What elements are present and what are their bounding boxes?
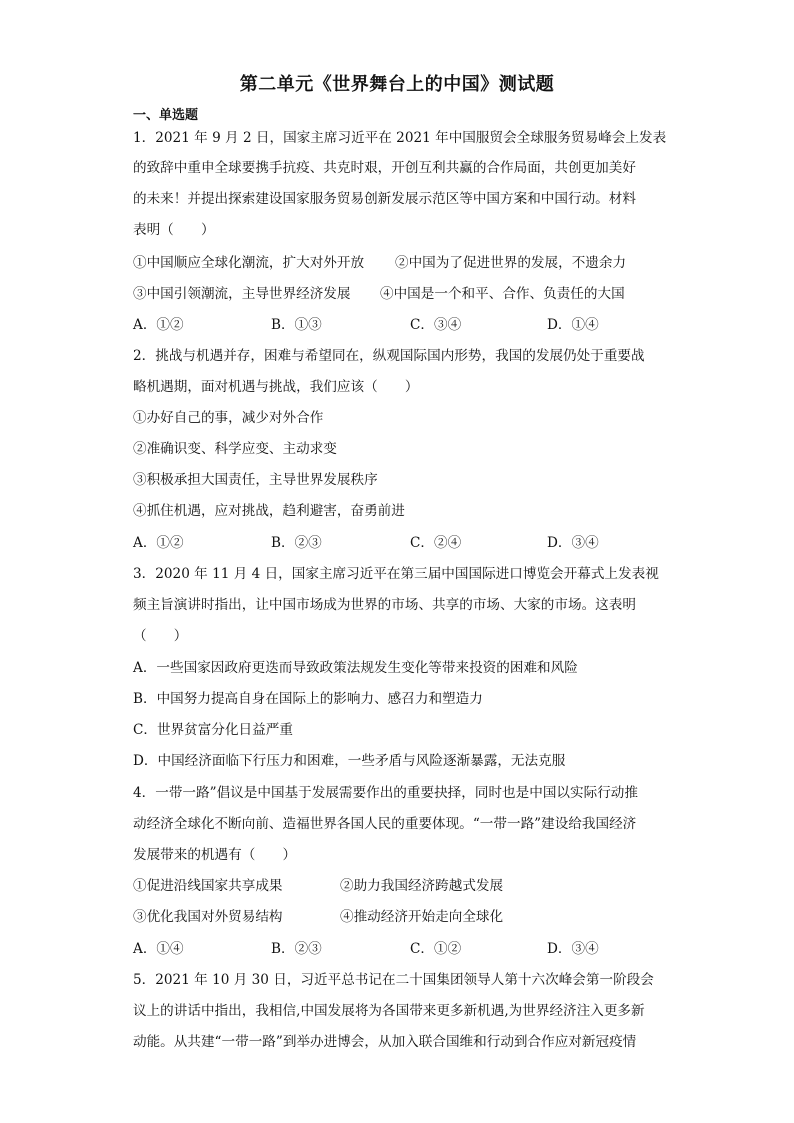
q4-item-2: ②助力我国经济跨越式发展 — [340, 878, 504, 894]
q1-option-c[interactable]: C．③④ — [410, 317, 462, 333]
q2-options — [133, 533, 663, 553]
page-title: 第二单元《世界舞台上的中国》测试题 — [239, 74, 555, 95]
q1-item-2: ②中国为了促进世界的发展，不遗余力 — [395, 255, 627, 271]
q3-option-a[interactable]: A．一些国家因政府更迭而导致政策法规发生变化等带来投资的困难和风险 — [133, 660, 578, 676]
q4-line-2: 动经济全球化不断向前、造福世界各国人民的重要体现。“一带一路”建设给我国经济 — [133, 816, 637, 832]
q2-line-1: 2．挑战与机遇并存，困难与希望同在，纵观国际国内形势，我国的发展仍处于重要战 — [133, 348, 645, 364]
q2-item-3: ③积极承担大国责任，主导世界发展秩序 — [133, 472, 378, 488]
q5-line-2: 议上的讲话中指出，我相信,中国发展将为各国带来更多新机遇,为世界经济注入更多新 — [133, 1003, 645, 1019]
q1-item-3: ③中国引领潮流，主导世界经济发展 — [133, 286, 351, 302]
q4-line-3: 发展带来的机遇有（ ） — [133, 847, 297, 863]
q3-line-2: 频主旨演讲时指出，让中国市场成为世界的市场、共享的市场、大家的市场。这表明 — [133, 597, 636, 613]
q5-line-1: 5．2021 年 10 月 30 日，习近平总书记在二十国集团领导人第十六次峰会第一阶段会 — [133, 972, 654, 988]
q2-option-d[interactable]: D．③④ — [547, 535, 599, 551]
q1-options — [133, 315, 663, 335]
q3-line-3: （ ） — [133, 628, 188, 644]
q1-line-4: 表明（ ） — [133, 222, 215, 238]
q2-item-4: ④抓住机遇，应对挑战，趋利避害，奋勇前进 — [133, 503, 405, 519]
q1-item-1: ①中国顺应全球化潮流，扩大对外开放 — [133, 255, 365, 271]
q4-items-row-1 — [133, 876, 693, 896]
q4-option-a[interactable]: A．①④ — [133, 941, 184, 957]
q1-option-a[interactable]: A．①② — [133, 317, 184, 333]
q3-option-d[interactable]: D．中国经济面临下行压力和困难，一些矛盾与风险逐渐暴露，无法克服 — [133, 753, 566, 769]
q4-item-4: ④推动经济开始走向全球化 — [340, 909, 504, 925]
q4-line-1: 4．一带一路”倡议是中国基于发展需要作出的重要抉择，同时也是中国以实际行动推 — [133, 785, 638, 801]
q5-line-3: 动能。从共建“一带一路”到举办进博会，从加入联合国维和行动到合作应对新冠疫情 — [133, 1034, 637, 1050]
q1-line-2: 的致辞中重申全球要携手抗疫、共克时艰，开创互利共赢的合作局面，共创更加美好 — [133, 160, 636, 176]
section-heading: 一、单选题 — [133, 108, 199, 123]
q2-item-2: ②准确识变、科学应变、主动求变 — [133, 441, 337, 457]
q1-item-4: ④中国是一个和平、合作、负责任的大国 — [380, 286, 625, 302]
q1-line-1: 1．2021 年 9 月 2 日，国家主席习近平在 2021 年中国服贸会全球服务贸易峰会上发表 — [133, 130, 667, 146]
q4-option-c[interactable]: C．①② — [410, 941, 462, 957]
q3-line-1: 3．2020 年 11 月 4 日，国家主席习近平在第三届中国国际进口博览会开幕式上发表视 — [133, 566, 659, 582]
q1-items-row-1 — [133, 253, 693, 273]
q3-option-c[interactable]: C．世界贫富分化日益严重 — [133, 722, 293, 738]
q4-option-b[interactable]: B．②③ — [271, 941, 322, 957]
q2-option-c[interactable]: C．②④ — [410, 535, 462, 551]
q2-option-a[interactable]: A．①② — [133, 535, 184, 551]
q4-item-3: ③优化我国对外贸易结构 — [133, 909, 283, 925]
q1-line-3: 的未来！并提出探索建设国家服务贸易创新发展示范区等中国方案和中国行动。材料 — [133, 191, 636, 207]
q4-item-1: ①促进沿线国家共享成果 — [133, 878, 283, 894]
q4-option-d[interactable]: D．③④ — [547, 941, 599, 957]
q3-option-b[interactable]: B．中国努力提高自身在国际上的影响力、感召力和塑造力 — [133, 691, 483, 707]
q4-options — [133, 939, 663, 959]
q1-items-row-2 — [133, 284, 693, 304]
q2-option-b[interactable]: B．②③ — [271, 535, 322, 551]
q4-items-row-2 — [133, 907, 693, 927]
q1-option-b[interactable]: B．①③ — [271, 317, 322, 333]
q2-item-1: ①办好自己的事，减少对外合作 — [133, 410, 324, 426]
q2-line-2: 略机遇期，面对机遇与挑战，我们应该（ ） — [133, 379, 419, 395]
q1-option-d[interactable]: D．①④ — [547, 317, 599, 333]
